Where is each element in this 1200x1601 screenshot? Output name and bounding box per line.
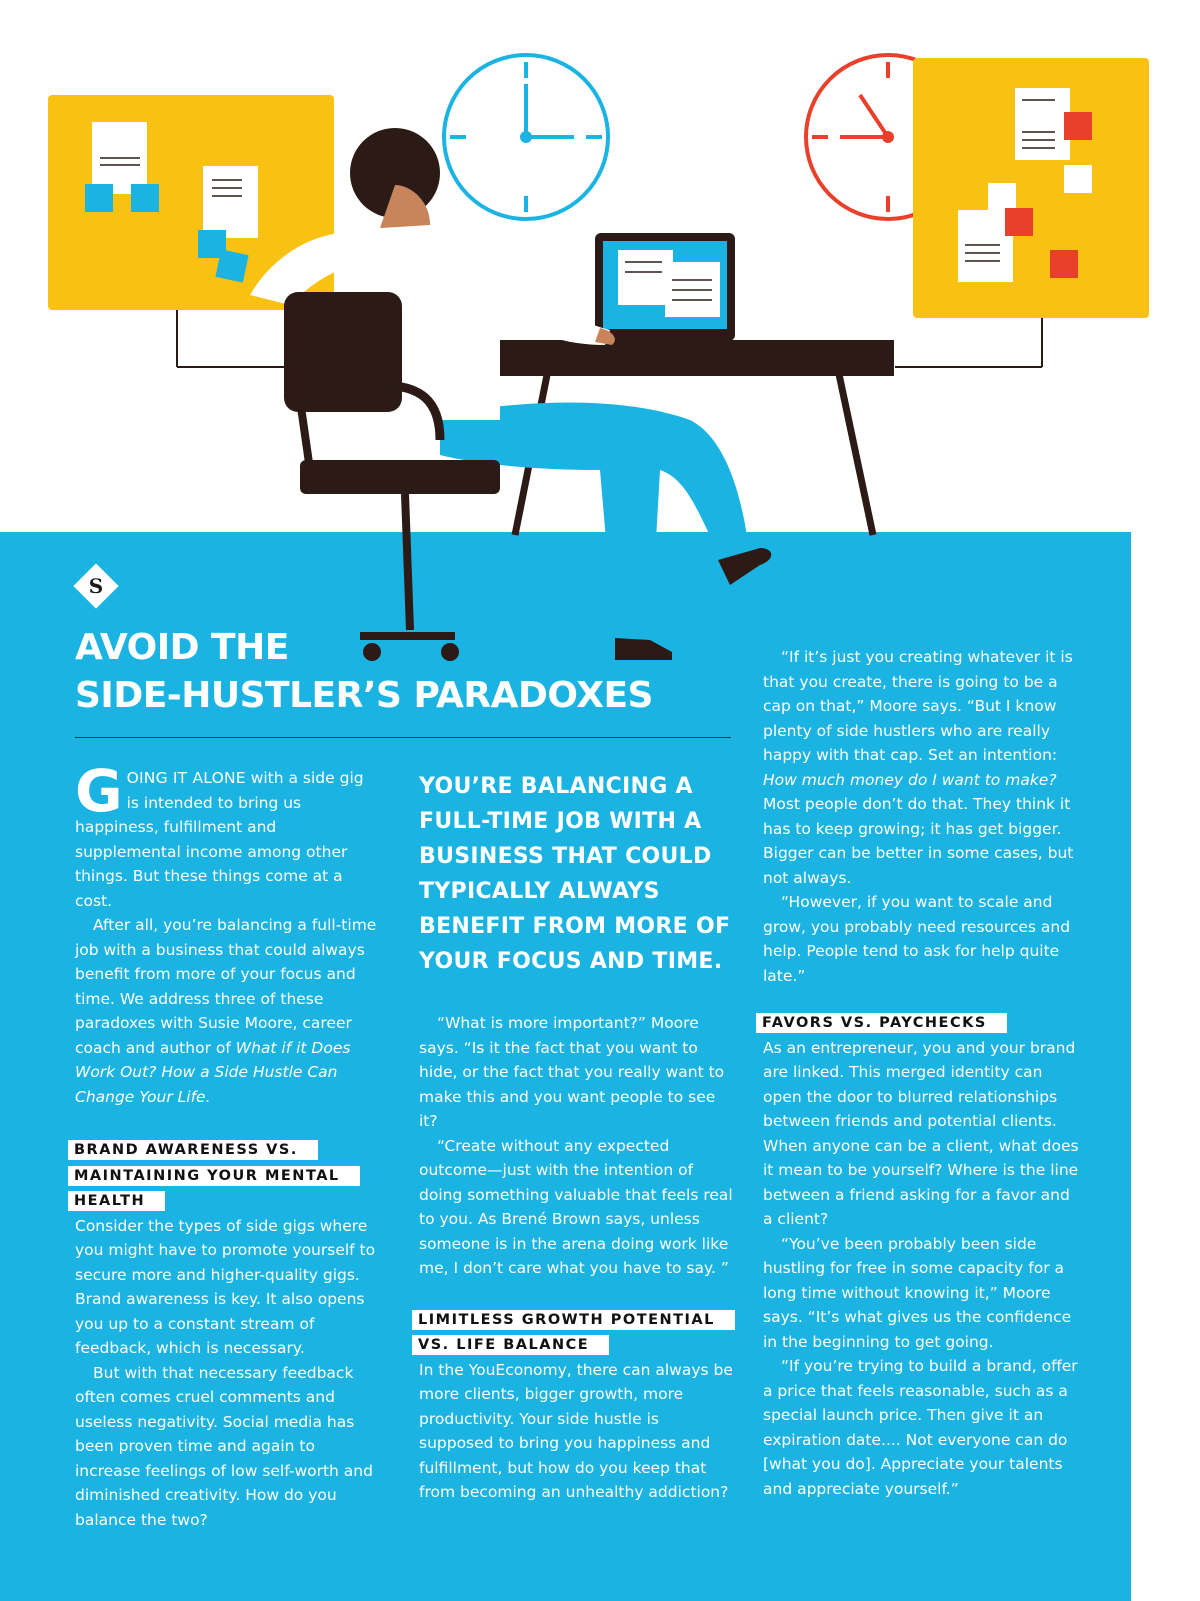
pull-quote: YOU’RE BALANCING A FULL-TIME JOB WITH A BUSINESS THAT COULD TYPICALLY ALWAYS BENEFIT FROM MORE OF YOUR FOCUS AND TIME. xyxy=(419,774,731,974)
subhead-container xyxy=(68,1137,380,1214)
logo-letter: S xyxy=(88,574,104,598)
laptop-icon xyxy=(595,233,735,341)
body-paragraph xyxy=(75,913,380,1109)
body-paragraph: “If you’re trying to build a brand, offer a price that feels reasonable, such as a special launch price. Then give it an expiration date.... Not everyone can do [what you do]. Appreciate your talents and appreciate yourself.” xyxy=(763,1357,1078,1498)
body-paragraph: “However, if you want to scale and grow, you probably need resources and help. People tend to ask for help quite late.” xyxy=(763,893,1071,985)
body-paragraph: Consider the types of side gigs where you might have to promote yourself to secure more and higher-quality gigs. Brand awareness is key. It also opens you up to a constant stream of feedback, which is necessary. xyxy=(75,1216,376,1357)
body-paragraph: But with that necessary feedback often comes cruel comments and useless negativity. Social media has been proven time and again to increase feelings of low self-worth and diminished creativity. How do you balance the two? xyxy=(75,1363,373,1529)
intro-text: with a side gig is intended to bring us happiness, fulfillment and supplemental income among other things. But these things come at a cost. xyxy=(75,769,364,910)
title-line-2: SIDE-HUSTLER’S PARADOXES xyxy=(75,675,653,716)
subhead-limitless-growth: LIMITLESS GROWTH POTENTIAL VS. LIFE BALANCE xyxy=(412,1310,735,1356)
drop-cap: G xyxy=(75,757,123,825)
column-1 xyxy=(74,757,380,1532)
body-paragraph: In the YouEconomy, there can always be more clients, bigger growth, more productivity. Your side hustle is supposed to bring you happiness and fulfillment, but how do you keep that from becoming an unhealthy addiction? xyxy=(419,1360,733,1501)
subhead-favors-paychecks: FAVORS VS. PAYCHECKS xyxy=(756,1013,1007,1033)
body-paragraph xyxy=(763,645,1083,890)
right-bulletin-board xyxy=(895,58,1149,367)
italic-quote: How much money do I want to make? xyxy=(763,770,1057,789)
title-line-1: AVOID THE xyxy=(75,627,289,668)
column-2 xyxy=(419,1011,734,1505)
clock-icon-blue xyxy=(444,55,608,219)
subhead-container xyxy=(756,1010,1083,1036)
subhead-brand-awareness: BRAND AWARENESS VS. MAINTAINING YOUR MENTAL HEALTH xyxy=(68,1140,360,1211)
body-paragraph: As an entrepreneur, you and your brand are linked. This merged identity can open the door to blurred relationships between friends and potential clients. When anyone can be a client, what does it mean to be yourself? Where is the line between a friend asking for a favor and a client? xyxy=(763,1038,1079,1228)
lead-in: OING IT ALONE xyxy=(126,769,246,787)
paragraph-text: After all, you’re balancing a full-time job with a business that could always benefit from more of your focus and time. We address three of these paradoxes with Susie Moore, career coach and author of xyxy=(75,916,377,1057)
intro-paragraph xyxy=(75,757,380,913)
column-3 xyxy=(763,645,1083,1501)
body-paragraph: “Create without any expected outcome—just with the intention of doing something valuable that feels real to you. As Brené Brown says, unless someone is in the arena doing work like me, I don’t care what you have to say. ” xyxy=(419,1136,733,1277)
magazine-logo-icon xyxy=(73,563,118,608)
body-paragraph: “What is more important?” Moore says. “Is it the fact that you want to hide, or the fact that you really want to make this and you want people to see it? xyxy=(419,1014,725,1130)
book-title: What if it Does Work Out? How a Side Hustle Can Change Your Life. xyxy=(75,1038,351,1106)
subhead-container xyxy=(412,1307,734,1358)
paragraph-text: “If it’s just you creating whatever it is that you create, there is going to be a cap on that,” Moore says. “But I know plenty of side hustlers who are really happy with that cap. Set an intention: xyxy=(763,648,1073,764)
body-paragraph: “You’ve been probably been side hustling for free in some capacity for a long time without knowing it,” Moore says. “It’s what gives us the confidence in the beginning to get going. xyxy=(763,1234,1072,1351)
title-divider xyxy=(75,737,731,738)
paragraph-text: Most people don’t do that. They think it has to keep growing; it has get bigger. Bigger can be better in some cases, but not always. xyxy=(763,795,1074,887)
workspace-illustration xyxy=(0,0,1200,700)
article-title xyxy=(75,624,735,720)
